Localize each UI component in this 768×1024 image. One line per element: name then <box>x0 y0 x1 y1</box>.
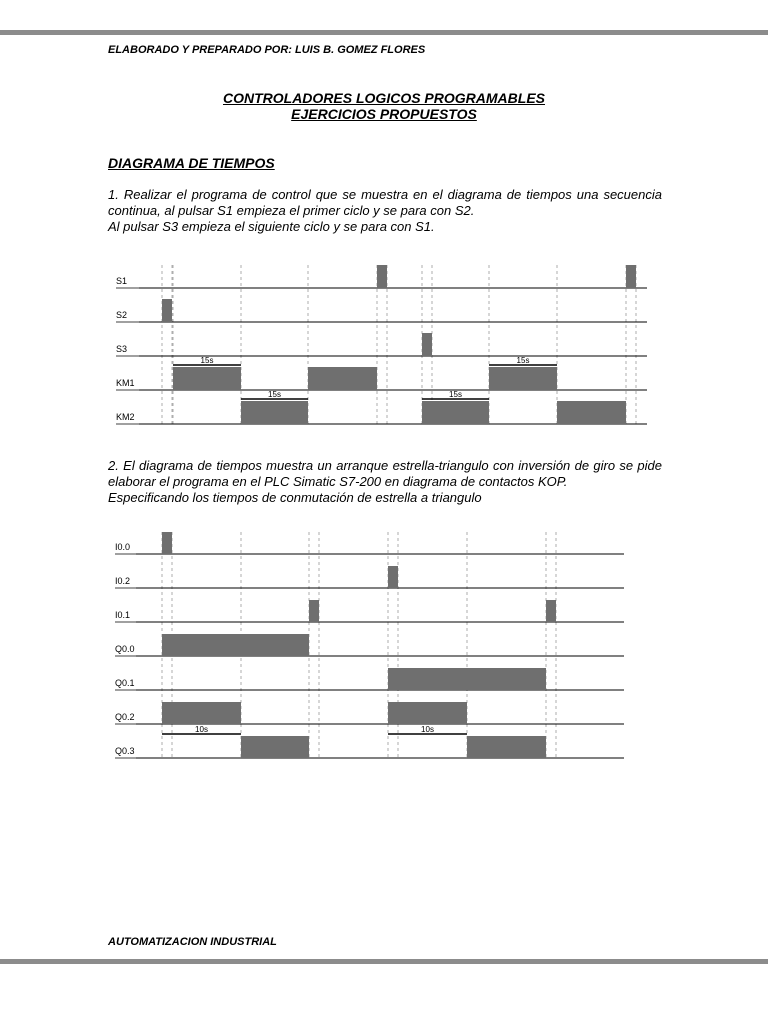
d2-signal-label: Q0.0 <box>115 644 135 654</box>
d2-pulse <box>309 600 319 622</box>
d2-pulse <box>162 532 172 554</box>
d1-pulse <box>308 367 377 390</box>
exercise2-text <box>108 458 662 506</box>
d1-signal-label: S1 <box>116 276 128 286</box>
section-heading: DIAGRAMA DE TIEMPOS <box>108 155 275 171</box>
d2-pulse <box>388 566 398 588</box>
d1-signal-label: S2 <box>116 310 128 320</box>
d2-pulse <box>162 634 309 656</box>
d1-timer-label: 15s <box>516 356 530 365</box>
d1-pulse <box>422 333 432 356</box>
bottom-rule <box>0 959 768 964</box>
d1-pulse <box>557 401 626 424</box>
d2-pulse <box>162 702 241 724</box>
d1-pulse <box>241 401 308 424</box>
d1-pulse <box>489 367 557 390</box>
d1-pulse <box>173 367 241 390</box>
d2-signal-label: Q0.1 <box>115 678 135 688</box>
d1-pulse <box>626 265 636 288</box>
footer-text: AUTOMATIZACION INDUSTRIAL <box>108 936 277 948</box>
d1-timer-label: 15s <box>200 356 214 365</box>
d1-pulse <box>377 265 387 288</box>
d2-signal-label: I0.1 <box>115 610 131 620</box>
d2-signal-label: I0.2 <box>115 576 131 586</box>
timing-diagram-2 <box>0 526 768 766</box>
d2-pulse <box>388 702 467 724</box>
doc-title-line2: EJERCICIOS PROPUESTOS <box>291 106 477 122</box>
d1-signal-label: S3 <box>116 344 128 354</box>
d2-signal-label: Q0.3 <box>115 746 135 756</box>
d2-pulse <box>388 668 546 690</box>
d1-pulse <box>422 401 489 424</box>
exercise1-line1: 1. Realizar el programa de control que se muestra en el diagrama de tiempos una secuencia continua, al pulsar S1 empieza el primer ciclo y se para con S2. <box>108 187 662 218</box>
timing-diagram-1 <box>0 258 768 438</box>
d2-pulse <box>467 736 546 758</box>
d1-timer-label: 15s <box>449 390 462 399</box>
d1-timer-label: 15s <box>268 390 281 399</box>
d1-pulse <box>162 299 172 322</box>
exercise2-line1: 2. El diagrama de tiempos muestra un arranque estrella-triangulo con inversión de giro se pide elaborar el programa en el PLC Simatic S7-200 en diagrama de contactos KOP. <box>108 458 662 489</box>
d1-signal-label: KM1 <box>116 378 135 388</box>
top-rule <box>0 30 768 35</box>
d2-timer-label: 10s <box>195 725 208 734</box>
d2-signal-label: I0.0 <box>115 542 131 552</box>
author-header: ELABORADO Y PREPARADO POR: LUIS B. GOMEZ FLORES <box>108 44 426 56</box>
d1-signal-label: KM2 <box>116 412 135 422</box>
d2-timer-label: 10s <box>421 725 434 734</box>
exercise2-line2: Especificando los tiempos de conmutación de estrella a triangulo <box>108 490 482 505</box>
d2-pulse <box>546 600 556 622</box>
doc-title-line1: CONTROLADORES LOGICOS PROGRAMABLES <box>222 90 545 106</box>
exercise1-line2: Al pulsar S3 empieza el siguiente ciclo y se para con S1. <box>108 219 435 234</box>
exercise1-text <box>108 187 662 235</box>
d2-signal-label: Q0.2 <box>115 712 135 722</box>
d2-pulse <box>241 736 309 758</box>
